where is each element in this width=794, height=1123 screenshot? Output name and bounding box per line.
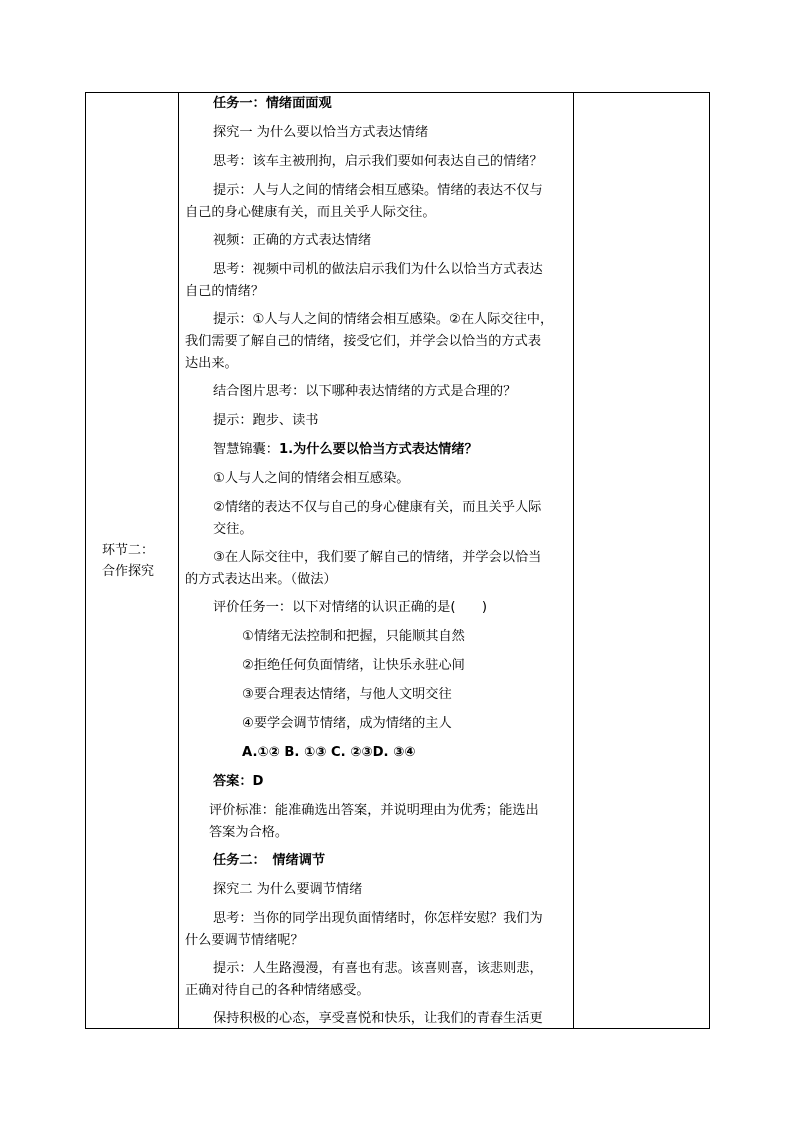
standard-line1: 评价标准：能准确选出答案，并说明理由为优秀；能选出 — [209, 803, 539, 818]
keep-text: 保持积极的心态，享受喜悦和快乐，让我们的青春生活更 — [213, 1011, 543, 1026]
think1-text: 思考：该车主被刑拘，启示我们要如何表达自己的情绪？ — [213, 154, 543, 169]
point2-line1: ②情绪的表达不仅与自己的身心健康有关，而且关乎人际 — [213, 500, 542, 515]
hint1-line1: 提示：人与人之间的情绪会相互感染。情绪的表达不仅与 — [213, 183, 543, 198]
section-label — [86, 540, 178, 582]
video-text: 视频：正确的方式表达情绪 — [213, 233, 372, 248]
think2-line1: 思考：视频中司机的做法启示我们为什么以恰当方式表达 — [213, 262, 543, 277]
choices-text: A.①② B. ①③ C. ②③D. ③④ — [242, 745, 416, 760]
task2-think-line1: 思考：当你的同学出现负面情绪时，你怎样安慰？我们为 — [213, 911, 543, 926]
section-label-line1: 环节二： — [102, 542, 155, 558]
task1-title: 任务一：情绪面面观 — [213, 96, 332, 111]
task2-hint-line1: 提示：人生路漫漫，有喜也有悲。该喜则喜，该悲则悲， — [213, 961, 543, 976]
lesson-table — [85, 92, 710, 1029]
explore2-heading: 探究二 为什么要调节情绪 — [213, 882, 363, 897]
content-area — [179, 93, 573, 1028]
wisdom-question: 1.为什么要以恰当方式表达情绪？ — [278, 442, 478, 457]
hint2-line3: 达出来。 — [185, 356, 238, 371]
point1-text: ①人与人之间的情绪会相互感染。 — [213, 471, 410, 486]
option-4: ④要学会调节情绪，成为情绪的主人 — [242, 716, 452, 731]
wisdom-label: 智慧锦囊： — [213, 442, 279, 457]
section-label-line2: 合作探究 — [102, 563, 155, 579]
point3-line2: 的方式表达出来。（做法） — [185, 572, 337, 587]
option-1: ①情绪无法控制和把握，只能顺其自然 — [242, 629, 465, 644]
notes-cell — [574, 93, 710, 1029]
task2-title: 任务二： 情绪调节 — [213, 853, 326, 868]
hint2-line1: 提示：①人与人之间的情绪会相互感染。②在人际交往中， — [213, 312, 554, 327]
section-cell — [86, 93, 179, 1029]
picture-think-text: 结合图片思考：以下哪种表达情绪的方式是合理的？ — [213, 384, 517, 399]
eval-question: 评价任务一：以下对情绪的认识正确的是( ) — [213, 600, 488, 615]
hint2-line2: 我们需要了解自己的情绪，接受它们，并学会以恰当的方式表 — [185, 334, 542, 349]
standard-line2: 答案为合格。 — [209, 825, 289, 840]
option-3: ③要合理表达情绪，与他人文明交往 — [242, 687, 452, 702]
task2-think-line2: 什么要调节情绪呢？ — [185, 933, 304, 948]
answer-text: 答案：D — [213, 774, 264, 789]
content-cell — [179, 93, 574, 1029]
hint1-line2: 自己的身心健康有关，而且关乎人际交往。 — [185, 205, 436, 220]
point3-line1: ③在人际交往中，我们要了解自己的情绪，并学会以恰当 — [213, 550, 542, 565]
think2-line2: 自己的情绪？ — [185, 284, 265, 299]
point2-line2: 交往。 — [213, 522, 253, 537]
explore1-heading: 探究一 为什么要以恰当方式表达情绪 — [213, 125, 429, 140]
hint3-text: 提示：跑步、读书 — [213, 413, 319, 428]
wisdom-line — [213, 441, 478, 459]
task2-hint-line2: 正确对待自己的各种情绪感受。 — [185, 983, 370, 998]
option-2: ②拒绝任何负面情绪，让快乐永驻心间 — [242, 658, 465, 673]
